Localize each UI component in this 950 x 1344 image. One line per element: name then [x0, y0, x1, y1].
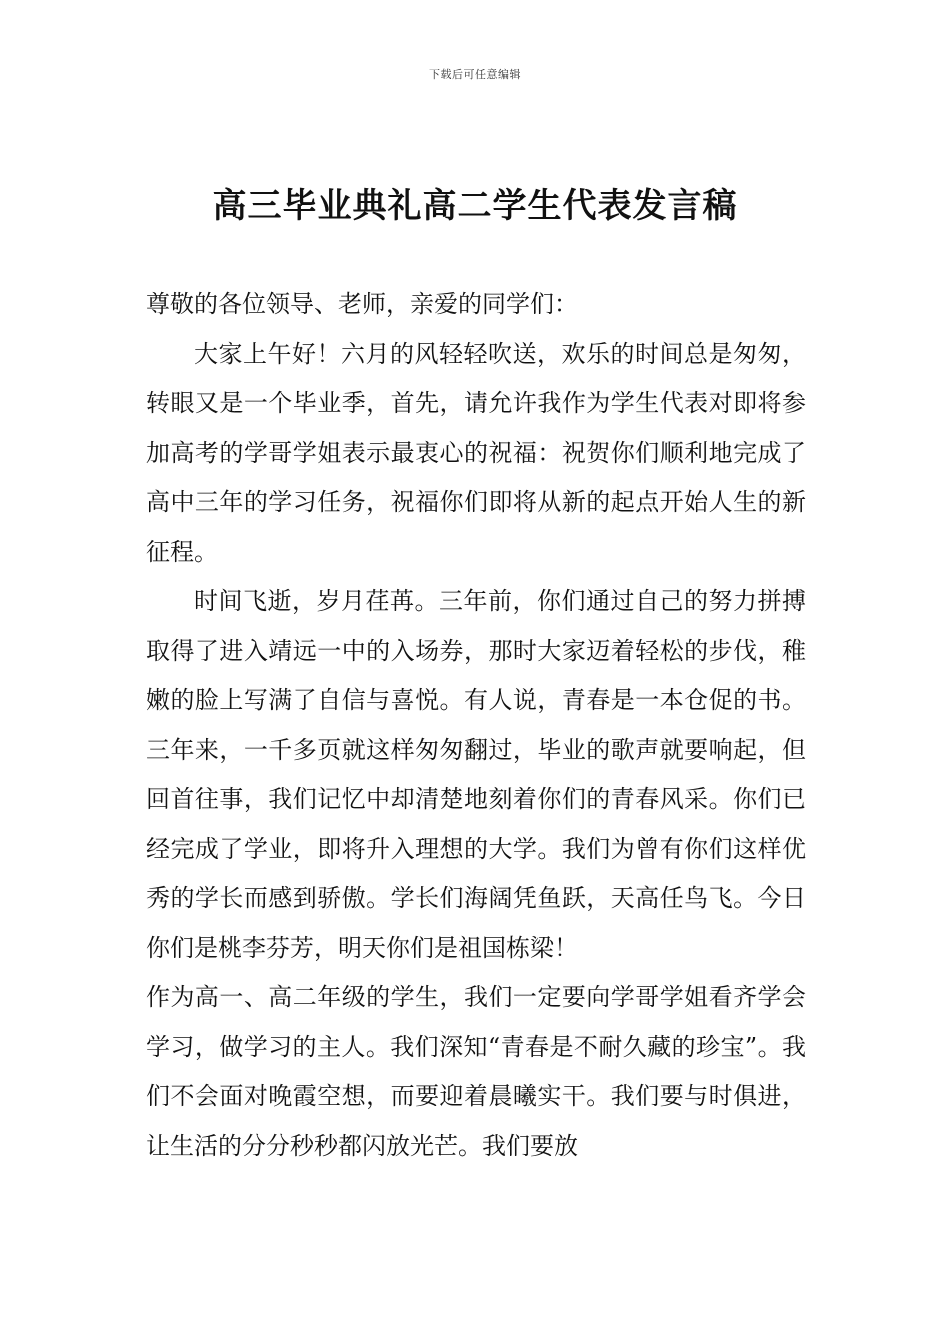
header-note: 下载后可任意编辑 — [429, 68, 521, 81]
paragraph-1: 大家上午好！六月的风轻轻吹送，欢乐的时间总是匆匆，转眼又是一个毕业季，首先，请允许我作为学生代表对即将参加高考的学哥学姐表示最衷心的祝福：祝贺你们顺利地完成了高中三年的学习任务，祝福你们即将从新的起点开始人生的新征程。 — [146, 339, 806, 566]
paragraph-2: 时间飞逝，岁月荏苒。三年前，你们通过自己的努力拼搏取得了进入靖远一中的入场券，那时大家迈着轻松的步伐，稚嫩的脸上写满了自信与喜悦。有人说，青春是一本仓促的书。三年来，一千多页就这样匆匆翻过，毕业的歌声就要响起，但回首往事，我们记忆中却清楚地刻着你们的青春风采。你们已经完成了学业，即将升入理想的大学。我们为曾有你们这样优秀的学长而感到骄傲。学长们海阔凭鱼跃，天高任鸟飞。今日你们是桃李芬芳，明天你们是祖国栋梁！ — [146, 587, 806, 962]
salutation: 尊敬的各位领导、老师，亲爱的同学们： — [146, 290, 578, 318]
paragraph-3: 作为高一、高二年级的学生，我们一定要向学哥学姐看齐学会学习，做学习的主人。我们深知“青春是不耐久藏的珍宝”。我们不会面对晚霞空想，而要迎着晨曦实干。我们要与时俱进，让生活的分分秒秒都闪放光芒。我们要放 — [146, 983, 806, 1160]
document-body — [146, 280, 806, 1171]
document-title: 高三毕业典礼高二学生代表发言稿 — [212, 186, 738, 226]
